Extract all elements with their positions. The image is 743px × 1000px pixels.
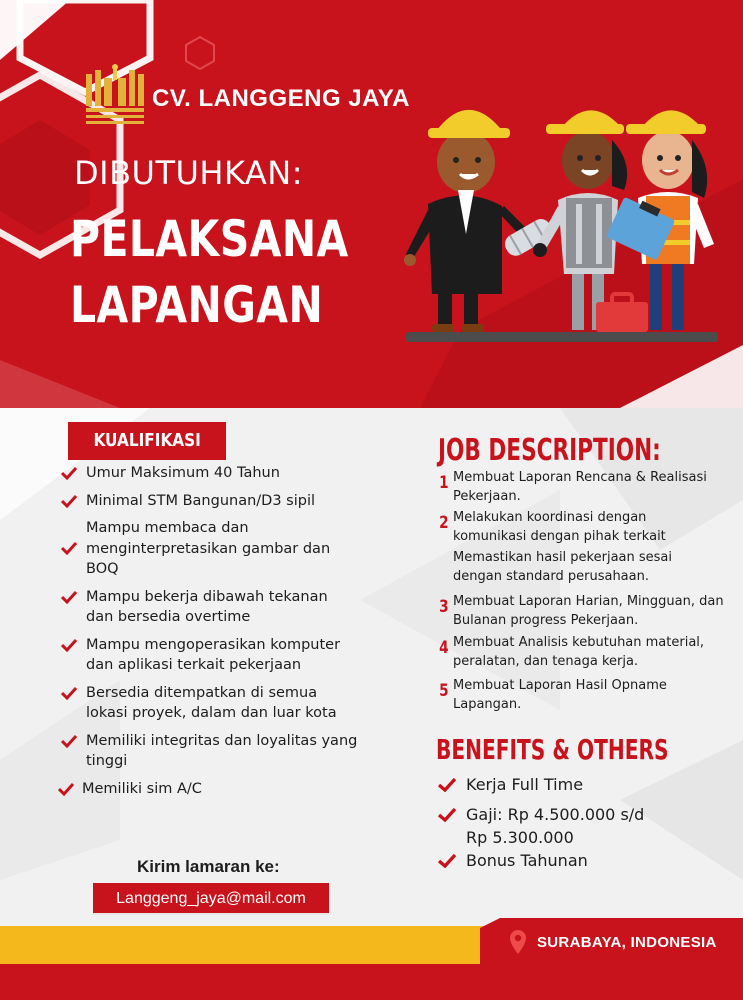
qualifications-heading: KUALIFIKASI	[68, 422, 226, 460]
apply-email-link[interactable]: Langgeng_jaya@mail.com	[93, 883, 329, 915]
company-logo	[86, 64, 144, 128]
location-badge	[480, 918, 743, 1000]
item-text: Membuat Laporan Harian, Mingguan, dan Bulanan progress Pekerjaan.	[453, 594, 724, 628]
qualification-item: Mampu bekerja dibawah tekanan dan bersedia overtime	[58, 587, 358, 628]
item-text: Melakukan koordinasi dengan komunikasi dengan pihak terkait	[453, 510, 666, 544]
check-icon	[61, 590, 77, 604]
check-icon	[438, 853, 456, 868]
qualification-item: Mampu membaca dan menginterpretasikan gambar dan BOQ	[58, 518, 358, 580]
qualification-item: Memiliki sim A/C	[58, 779, 358, 800]
job-description-heading: JOB DESCRIPTION:	[438, 433, 661, 468]
location-pin-icon	[510, 930, 526, 954]
check-icon	[61, 638, 77, 652]
benefit-item: Gaji: Rp 4.500.000 s/d Rp 5.300.000	[436, 803, 656, 849]
hero-banner	[0, 0, 743, 408]
item-number: 2	[439, 513, 449, 533]
qualifications-list	[58, 463, 358, 799]
check-icon	[61, 541, 77, 555]
item-number: 1	[439, 473, 449, 493]
check-icon	[61, 734, 77, 748]
benefits-heading: BENEFITS & OTHERS	[436, 733, 669, 766]
company-name: CV. LANGGENG JAYA	[152, 85, 410, 112]
hiring-label: DIBUTUHKAN:	[74, 154, 304, 192]
job-title-line-2: LAPANGAN	[70, 276, 324, 334]
item-number: 3	[439, 597, 449, 617]
check-icon	[438, 807, 456, 822]
item-text: Membuat Laporan Hasil Opname Lapangan.	[453, 678, 667, 712]
check-icon	[58, 782, 74, 796]
qualification-item: Umur Maksimum 40 Tahun	[58, 463, 358, 484]
benefit-item: Bonus Tahunan	[436, 849, 716, 872]
job-title-line-1: PELAKSANA	[70, 210, 349, 268]
check-icon	[61, 494, 77, 508]
item-text: Membuat Analisis kebutuhan material, peralatan, dan tenaga kerja.	[453, 635, 705, 669]
check-icon	[61, 466, 77, 480]
item-number: 4	[439, 638, 449, 658]
item-text: Memastikan hasil pekerjaan sesai dengan standard perusahaan.	[453, 550, 672, 584]
item-text: Membuat Laporan Rencana & Realisasi Pekerjaan.	[453, 470, 707, 504]
qualification-item: Mampu mengoperasikan komputer dan aplikasi terkait pekerjaan	[58, 635, 358, 676]
location-text: SURABAYA, INDONESIA	[537, 934, 717, 951]
item-number: 5	[439, 681, 449, 701]
qualification-item: Minimal STM Bangunan/D3 sipil	[58, 491, 358, 512]
benefit-item: Kerja Full Time	[436, 773, 716, 796]
qualification-item: Bersedia ditempatkan di semua lokasi proyek, dalam dan luar kota	[58, 683, 358, 724]
benefits-list	[436, 773, 716, 872]
job-title	[70, 206, 349, 338]
apply-label: Kirim lamaran ke:	[137, 857, 280, 876]
qualification-item: Memiliki integritas dan loyalitas yang tinggi	[58, 731, 358, 772]
construction-workers-icon	[398, 94, 718, 354]
check-icon	[61, 686, 77, 700]
check-icon	[438, 777, 456, 792]
